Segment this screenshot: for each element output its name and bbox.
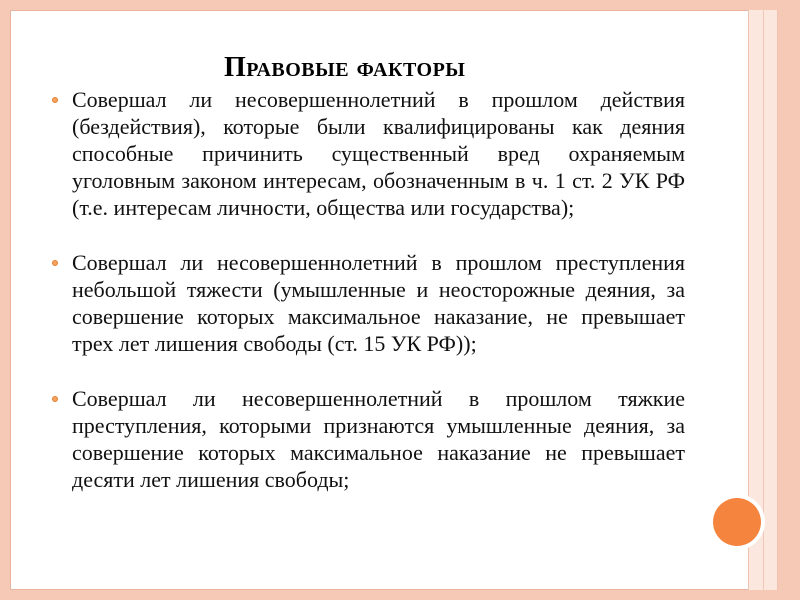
bullet-dot-icon	[52, 260, 58, 266]
bullet-text: Совершал ли несовершеннолетний в прошлом тяжкие преступления, которыми признаются умышленные деяния, за совершение которых максимальное наказание не превышает десяти лет лишения свободы;	[72, 386, 685, 492]
bullet-text: Совершал ли несовершеннолетний в прошлом преступления небольшой тяжести (умышленные и неосторожные деяния, за совершение которых максимальное наказание, не превышает трех лет лишения свободы (ст. 15 УК РФ));	[72, 250, 685, 356]
decorative-line	[763, 10, 764, 590]
bullet-text: Совершал ли несовершеннолетний в прошлом действия (бездействия), которые были квалифицированы как деяния способные причинить существенный вред охраняемым уголовным законом интересам, обозначенным в ч. 1 ст. 2 УК РФ (т.е. интересам личности, общества или государства);	[72, 87, 685, 220]
bullet-item	[52, 86, 685, 221]
slide-title: Правовые факторы	[224, 52, 466, 83]
decorative-circle	[713, 498, 761, 546]
bullet-item	[52, 249, 685, 357]
bullet-dot-icon	[52, 97, 58, 103]
slide-content	[52, 86, 685, 521]
bullet-item	[52, 385, 685, 493]
bullet-dot-icon	[52, 396, 58, 402]
